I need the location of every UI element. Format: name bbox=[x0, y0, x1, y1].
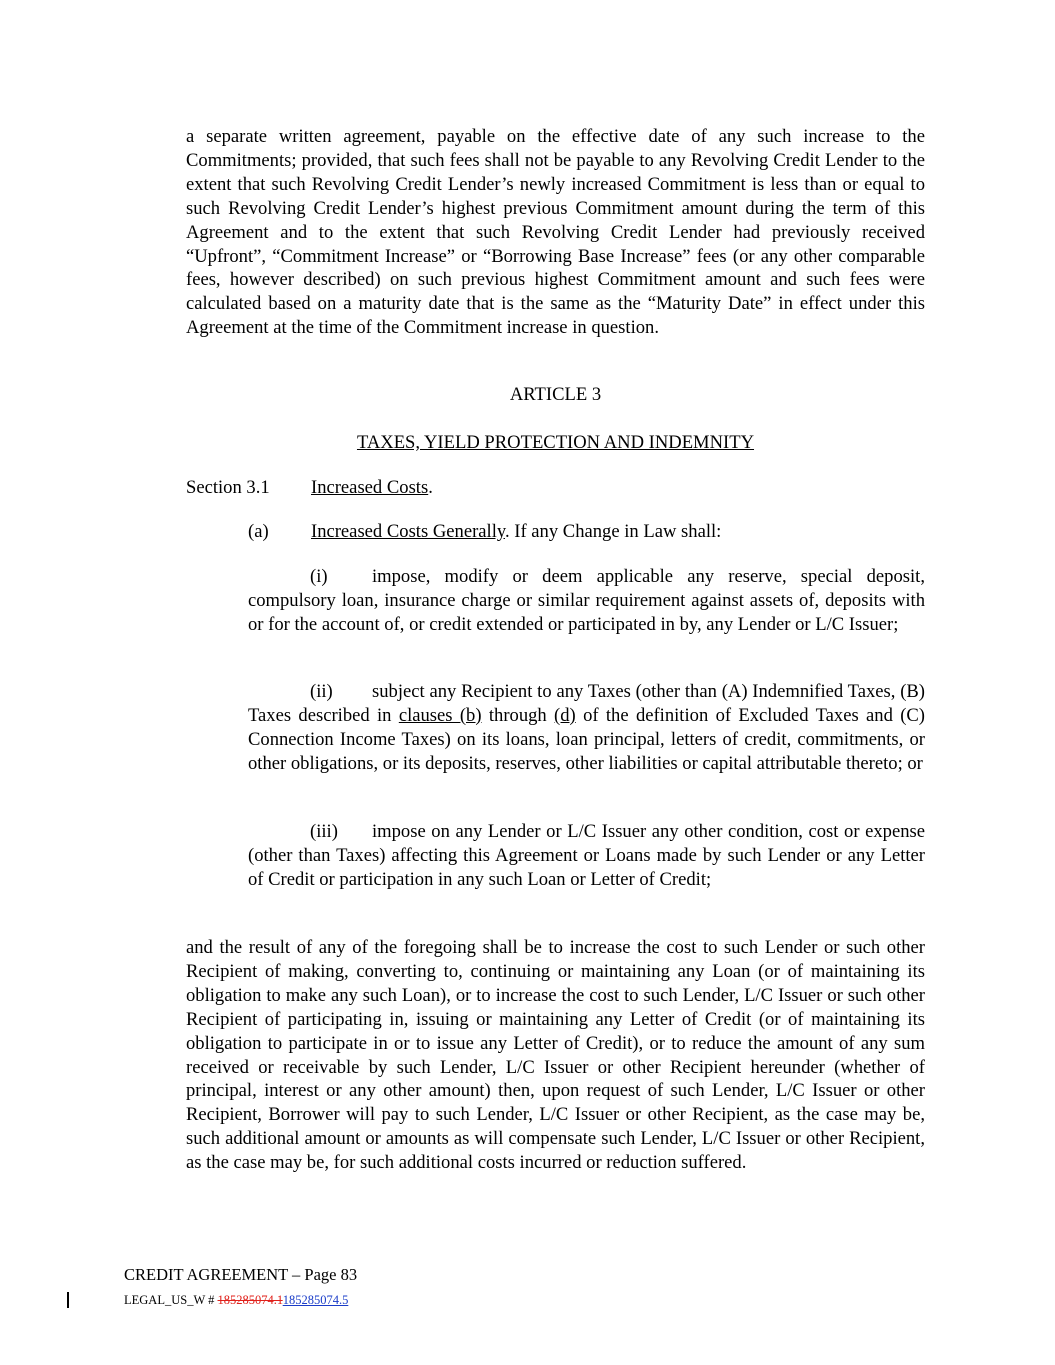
clause-i-text: impose, modify or deem applicable any reserve, special deposit, compulsory loan, insurance charge or similar requirement against assets of, deposits with or for the account of, or credit extended or participated in by, any Lender or L/C Issuer; bbox=[248, 566, 925, 635]
clause-ii-text-1: subject any Recipient to any Taxes (other than (A) Indemnified Taxes, (B) Taxes described in bbox=[248, 681, 925, 726]
subsection-a-heading bbox=[248, 520, 722, 544]
section-title: Increased Costs bbox=[311, 477, 429, 498]
clause-ii-ref-d: (d) bbox=[554, 704, 576, 726]
subsection-a-label: (a) bbox=[248, 521, 269, 542]
footer-page-label: CREDIT AGREEMENT – Page 83 bbox=[124, 1265, 358, 1284]
footer-doc-id bbox=[124, 1292, 348, 1308]
footer-doc-old: 185285074.1 bbox=[217, 1293, 283, 1307]
footer-doc-new: 185285074.5 bbox=[282, 1293, 349, 1307]
section-number: Section 3.1 bbox=[186, 477, 270, 498]
footer-doc-prefix: LEGAL_US_W # bbox=[124, 1293, 218, 1307]
change-bar bbox=[67, 1292, 69, 1308]
section-title-punct: . bbox=[428, 477, 433, 498]
closing-paragraph: and the result of any of the foregoing shall be to increase the cost to such Lender or such other Recipient of making, converting to, continuing or maintaining any Loan (or of maintaining its obligation to make any such Loan), or to increase the cost to such Lender, L/C Issuer or such other Recipient of participating in, issuing or maintaining any Letter of Credit (or of maintaining its obligation to participate in or to issue any Letter of Credit), or to reduce the amount of any sum received or receivable by such Lender, L/C Issuer or other Recipient hereunder (whether of principal, interest or any other amount) then, upon request of such Lender, L/C Issuer or other Recipient, Borrower will pay to such Lender, L/C Issuer or other Recipient, as the case may be, such additional amount or amounts as will compensate such Lender, L/C Issuer or other Recipient, as the case may be, for such additional costs incurred or reduction suffered. bbox=[186, 937, 925, 1174]
clause-i bbox=[248, 565, 925, 637]
clause-ii bbox=[248, 680, 925, 776]
article-title-text: TAXES, YIELD PROTECTION AND INDEMNITY bbox=[356, 432, 755, 453]
section-heading bbox=[186, 476, 433, 500]
clause-iii-text: impose on any Lender or L/C Issuer any other condition, cost or expense (other than Taxes) affecting this Agreement or Loans made by such Lender or any Letter of Credit or participation in any such Loan or Letter of Credit; bbox=[248, 821, 925, 890]
clause-iii-label: (iii) bbox=[310, 821, 338, 842]
clause-ii-label: (ii) bbox=[310, 681, 333, 702]
clause-iii bbox=[248, 820, 925, 892]
clause-ii-ref-b: clauses (b) bbox=[398, 704, 482, 726]
subsection-a-text: . If any Change in Law shall: bbox=[504, 521, 722, 542]
subsection-a-wrap bbox=[311, 520, 721, 544]
intro-paragraph: a separate written agreement, payable on the effective date of any such increase to the Commitments; provided, that such fees shall not be payable to any Revolving Credit Lender to the extent that such Revolving Credit Lender’s newly increased Commitment is less than or equal to such Revolving Credit Lender’s highest previous Commitment amount during the term of this Agreement and to the extent that such Revolving Credit Lender had previously received “Upfront”, “Commitment Increase” or “Borrowing Base Increase” fees (or any other comparable fees, however described) on such previous highest Commitment amount and such fees were calculated based on a maturity date that is the same as the “Maturity Date” in effect under this Agreement at the time of the Commitment increase in question. bbox=[186, 126, 925, 339]
clause-i-label: (i) bbox=[310, 566, 328, 587]
clause-ii-text-2: through bbox=[481, 704, 555, 726]
article-title bbox=[186, 431, 925, 455]
subsection-a-title: Increased Costs Generally bbox=[311, 521, 505, 542]
clause-ii-text-3: of the definition of Excluded Taxes and (C) Connection Income Taxes) on its loans, loan principal, letters of credit, commitments, or other obligations, or its deposits, reserves, other liabilities or capital attributable thereto; or bbox=[248, 704, 926, 774]
section-title-wrap bbox=[311, 476, 433, 500]
article-number: ARTICLE 3 bbox=[509, 384, 602, 405]
